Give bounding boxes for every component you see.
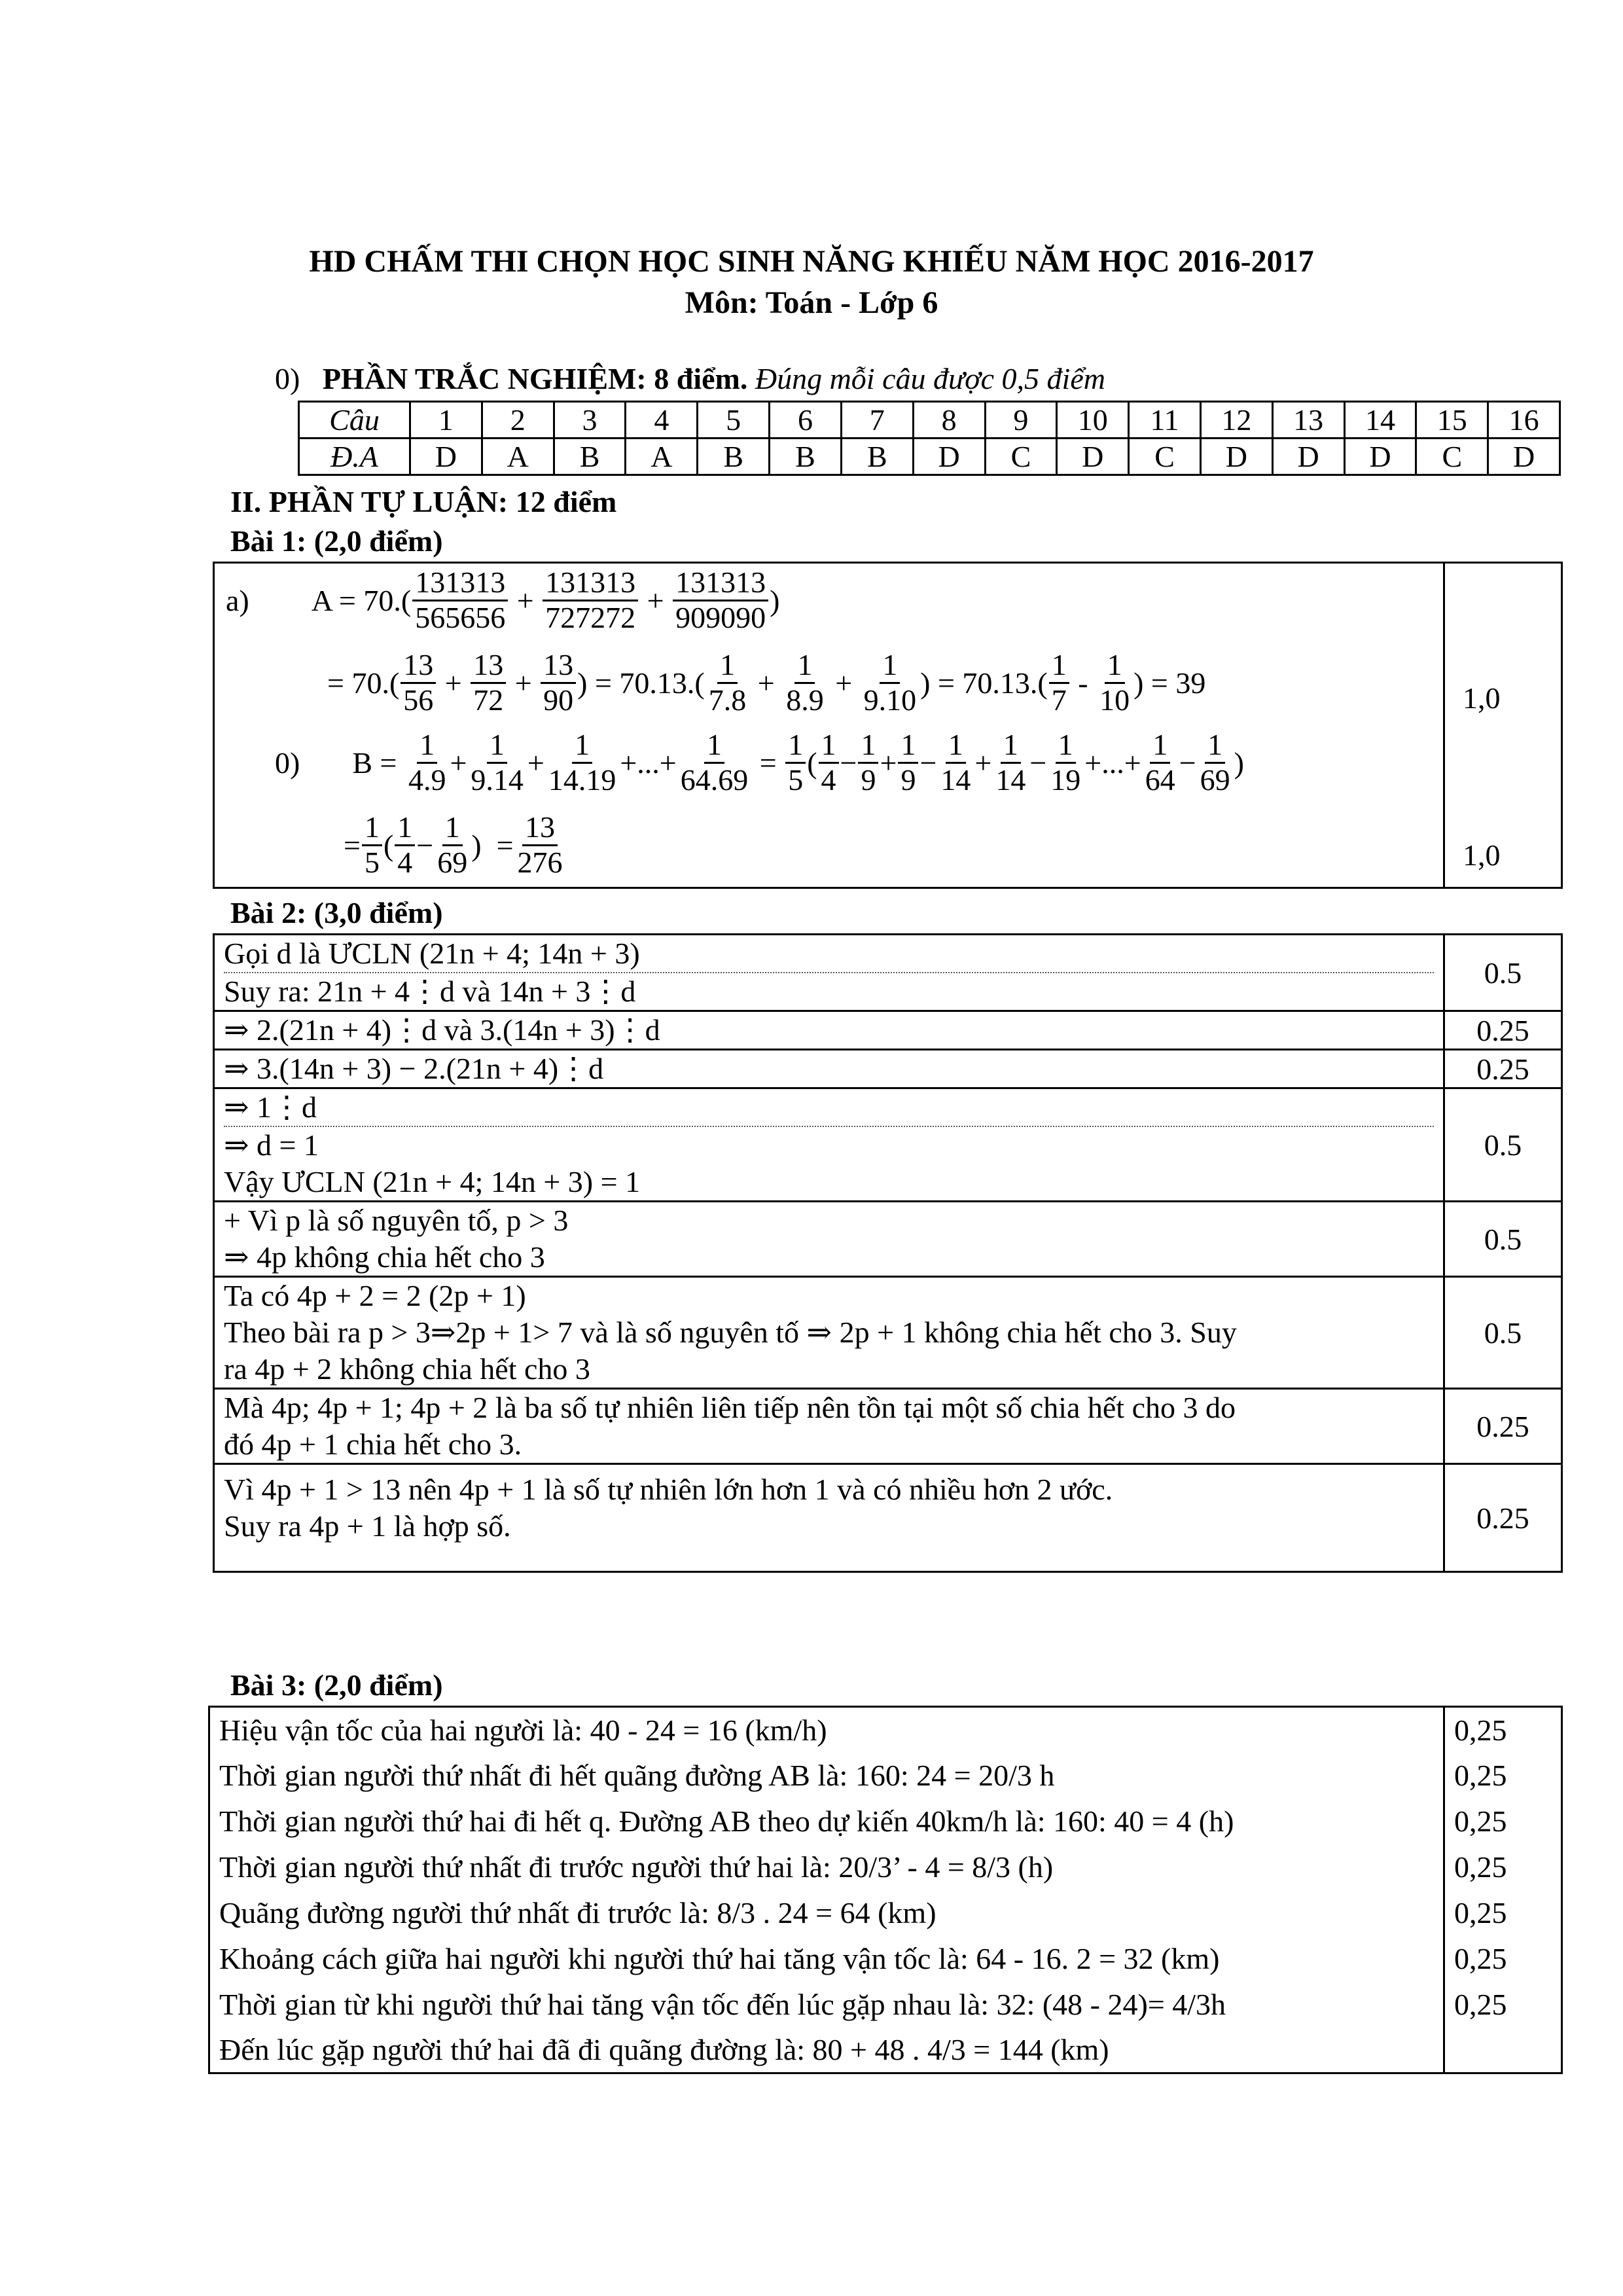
fraction [673,566,768,634]
question-number-cell: 8 [913,402,985,439]
numerator: 1 [395,811,415,846]
denominator: 909090 [675,600,766,634]
bai2-text: Gọi d là ƯCLN (21n + 4; 14n + 3) [224,935,1434,973]
table-row [214,1464,1562,1572]
fraction [858,728,878,797]
numerator: 1 [704,728,724,764]
answer-cell: A [482,439,554,475]
bai2-points: 0.5 [1444,1277,1562,1389]
bai2-heading: Bài 2: (3,0 điểm) [230,896,443,929]
numerator: 131313 [673,566,768,601]
table-row [214,935,1562,1011]
table-row [209,1890,1562,1936]
fraction [678,728,751,797]
fraction [435,811,470,879]
denominator: 8.9 [786,683,824,717]
table-row [214,1050,1562,1088]
bai3-step-text: Thời gian người thứ hai đi hết q. Đường AB theo dự kiến 40km/h là: 160: 40 = 4 (h) [209,1799,1444,1844]
denominator: 14 [940,762,971,797]
bai1-line-a2: = 70.( $\frac{13}{56}$ + $\frac{13}{72}$ + $\frac{13}{90}$ ) = 70.13.( $\frac{1}{7.8}$ + $\frac{1}{8.9}$ + $\frac{1}{9.10}$ ) = 70.13.( $\frac{1}{7}$ - $\frac{1}{10}$ ) = 39 [327,647,1206,717]
numerator: 131313 [543,566,638,601]
answer-key-table [298,401,1561,476]
part1-heading [275,361,1105,396]
table-row [214,1277,1562,1389]
document-title: HD CHẤM THI CHỌN HỌC SINH NĂNG KHIẾU NĂM HỌC 2016-2017 [309,244,1314,279]
bai2-points: 0.5 [1444,935,1562,1011]
bai2-text: ⇒ 2.(21n + 4)⋮d và 3.(14n + 3)⋮d [224,1013,660,1047]
bai3-points: 0,25 [1444,1982,1562,2028]
answer-cell: C [985,439,1057,475]
bai2-points: 0.25 [1444,1050,1562,1088]
bai2-text: ⇒ 3.(14n + 3) − 2.(21n + 4)⋮d [224,1052,604,1085]
answer-cell: C [1416,439,1488,475]
denominator: 69 [1200,762,1230,797]
fraction [1143,728,1178,797]
bai1-line-b2: = $\frac{1}{5}$ ( $\frac{1}{4}$ − $\frac{1}{69}$ ) = $\frac{13}{276}$ [344,809,567,881]
table-row [209,1753,1562,1799]
numerator: 1 [362,811,382,846]
bai2-text: + Vì p là số nguyên tố, p > 3 [224,1204,569,1237]
bai2-cell [214,1277,1444,1389]
expr-B-start: B = [352,745,397,780]
bai2-text: ⇒ 1⋮d [224,1089,1434,1127]
fraction [1198,728,1233,797]
expr-mid2: ) = 70.13.( [920,666,1048,700]
bai1-line-a: a) A = 70.( $\frac{131313}{565656}$ + $\frac{131313}{727272}$ + $\frac{131313}{909090}$ ) [226,565,780,634]
fraction [412,566,508,634]
bai3-step-text: Đến lúc gặp người thứ hai đã đi quãng đường là: 80 + 48 . 4/3 = 144 (km) [209,2028,1444,2073]
question-row-label: Câu [299,402,410,439]
numerator: 1 [946,728,966,764]
fraction [401,649,436,717]
bai1-line-b: 0) B = $\frac{1}{4.9}$ + $\frac{1}{9.14}$ + $\frac{1}{14.19}$ +...+ $\frac{1}{64.69}$ = $\frac{1}{5}$ ( $\frac{1}{4}$ − $\frac{1}{9}$ + $\frac{1}{9}$ − $\frac{1}{14}$ + $\frac{1}{14}$ − $\frac{1}{19}$ +...+ $\frac{1}{64}$ − $\frac{1}{69}$ ) [275,727,1244,797]
answer-cell: D [1057,439,1129,475]
denominator: 14 [995,762,1026,797]
table-row [209,2028,1562,2073]
question-number-cell: 4 [626,402,698,439]
fraction [395,811,415,879]
document-subtitle: Môn: Toán - Lớp 6 [685,285,938,320]
bai1-heading: Bài 1: (2,0 điểm) [230,524,443,558]
bai2-text: ⇒ d = 1 [224,1128,319,1162]
numerator: 1 [417,728,437,764]
denominator: 276 [517,845,563,879]
bai2-text: ⇒ 4p không chia hết cho 3 [224,1240,545,1274]
bai2-points: 0.25 [1444,1464,1562,1572]
fraction [1097,649,1132,717]
denominator: 19 [1050,762,1081,797]
numerator: 1 [880,649,900,684]
numerator: 13 [522,811,558,846]
denominator: 565656 [415,600,506,634]
answer-cell: A [626,439,698,475]
denominator: 9 [861,762,876,797]
denominator: 4 [397,845,413,879]
bai3-table [208,1706,1563,2074]
numerator: 1 [1150,728,1170,764]
bai2-cell [214,1011,1444,1050]
answer-cell: D [1272,439,1344,475]
table-row [209,1844,1562,1890]
answer-cell: D [913,439,985,475]
table-row [209,1936,1562,1982]
bai2-text: Ta có 4p + 2 = 2 (2p + 1) [224,1279,526,1312]
expr-line2-start: = 70.( [327,666,400,700]
numerator: 1 [819,728,839,764]
numerator: 1 [487,728,507,764]
bai2-text: Mà 4p; 4p + 1; 4p + 2 là ba số tự nhiên liên tiếp nên tồn tại một số chia hết cho 3 do [224,1391,1236,1424]
question-number-cell: 12 [1200,402,1272,439]
bai3-step-text: Thời gian từ khi người thứ hai tăng vận tốc đến lúc gặp nhau là: 32: (48 - 24)= 4/3h [209,1982,1444,2028]
fraction [861,649,919,717]
fraction [1048,728,1083,797]
question-number-cell: 16 [1488,402,1560,439]
expr-mid1: ) = 70.13.( [577,666,705,700]
question-number-cell: 15 [1416,402,1488,439]
answer-cell: D [410,439,482,475]
fraction [706,649,749,717]
question-number-cell: 10 [1057,402,1129,439]
bai2-cell [214,1464,1444,1572]
denominator: 7.8 [708,683,747,717]
denominator: 64 [1145,762,1175,797]
table-row [214,1389,1562,1464]
part-b-label: 0) [275,745,300,780]
question-number-cell: 13 [1272,402,1344,439]
part-a-label: a) [226,583,249,617]
bai1-points-b: 1,0 [1463,838,1501,872]
question-number-cell: 1 [410,402,482,439]
bai2-cell [214,1202,1444,1277]
answer-cell: B [554,439,626,475]
answer-cell: B [841,439,913,475]
denominator: 14.19 [548,762,616,797]
denominator: 7 [1051,683,1067,717]
table-row [209,1799,1562,1844]
answer-cell: D [1200,439,1272,475]
bai2-points: 0.25 [1444,1011,1562,1050]
answer-row-label: Đ.A [299,439,410,475]
numerator: 13 [401,649,436,684]
numerator: 1 [1205,728,1225,764]
bai3-step-text: Thời gian người thứ nhất đi trước người thứ hai là: 20/3’ - 4 = 8/3 (h) [209,1844,1444,1890]
fraction [406,728,449,797]
answer-cell: B [698,439,770,475]
expr-end1: ) = 39 [1133,666,1206,700]
bai2-text: Suy ra 4p + 1 là hợp số. [224,1509,511,1543]
numerator: 1 [898,728,918,764]
numerator: 131313 [412,566,508,601]
fraction [993,728,1028,797]
denominator: 4 [821,762,836,797]
bai2-cell [214,1088,1444,1202]
question-number-cell: 9 [985,402,1057,439]
fraction [819,728,839,797]
question-number-cell: 7 [841,402,913,439]
bai3-points: 0,25 [1444,1844,1562,1890]
numerator: 1 [858,728,878,764]
denominator: 90 [543,683,574,717]
bai2-text: Theo bài ra p > 3⇒2p + 1> 7 và là số nguyên tố ⇒ 2p + 1 không chia hết cho 3. Suy [224,1316,1237,1349]
fraction [541,649,576,717]
denominator: 9.10 [863,683,917,717]
question-number-cell: 3 [554,402,626,439]
bai2-table [213,933,1563,1573]
denominator: 5 [788,762,804,797]
numerator: 1 [717,649,738,684]
bai2-text: Vì 4p + 1 > 13 nên 4p + 1 là số tự nhiên lớn hơn 1 và có nhiều hơn 2 ước. [224,1473,1113,1506]
answer-cell: D [1488,439,1560,475]
fraction [471,649,506,717]
answer-row [299,439,1560,475]
numerator: 1 [1105,649,1125,684]
fraction [515,811,565,879]
expr-A-start: A = 70.( [311,583,412,617]
bai2-text: ra 4p + 2 không chia hết cho 3 [224,1352,590,1386]
answer-cell: B [770,439,842,475]
numerator: 1 [1001,728,1021,764]
bai3-step-text: Hiệu vận tốc của hai người là: 40 - 24 = 16 (km/h) [209,1707,1444,1753]
bai2-cell [214,1050,1444,1088]
table-row [209,1707,1562,1753]
bai2-cell [214,935,1444,1011]
question-row [299,402,1560,439]
bai3-points: 0,25 [1444,1753,1562,1799]
fraction [783,649,827,717]
question-number-cell: 5 [698,402,770,439]
bai2-cell [214,1389,1444,1464]
bai2-text: đó 4p + 1 chia hết cho 3. [224,1427,522,1461]
fraction [785,728,806,797]
denominator: 69 [437,845,468,879]
bai3-points [1444,2028,1562,2073]
numerator: 1 [1056,728,1076,764]
bai2-points: 0.5 [1444,1088,1562,1202]
denominator: 727272 [545,600,636,634]
denominator: 64.69 [680,762,749,797]
numerator: 13 [541,649,576,684]
bai1-points-a: 1,0 [1463,681,1501,715]
table-row [209,1982,1562,2028]
denominator: 56 [403,683,434,717]
part2-heading: II. PHẦN TỰ LUẬN: 12 điểm [230,485,617,518]
numerator: 13 [471,649,506,684]
bai3-points: 0,25 [1444,1799,1562,1844]
denominator: 5 [364,845,380,879]
denominator: 9.14 [471,762,524,797]
table-row [214,1202,1562,1277]
numerator: 1 [572,728,592,764]
bai3-step-text: Quãng đường người thứ nhất đi trước là: 8/3 . 24 = 64 (km) [209,1890,1444,1936]
bai2-points: 0.25 [1444,1389,1562,1464]
bai3-points: 0,25 [1444,1707,1562,1753]
bai2-text: Suy ra: 21n + 4⋮d và 14n + 3⋮d [224,975,636,1008]
bai2-points: 0.5 [1444,1202,1562,1277]
denominator: 72 [473,683,504,717]
denominator: 4.9 [408,762,446,797]
part1-label: PHẦN TRẮC NGHIỆM: 8 điểm. [322,362,748,395]
bai3-heading: Bài 3: (2,0 điểm) [230,1668,443,1702]
bai3-step-text: Khoảng cách giữa hai người khi người thứ hai tăng vận tốc là: 64 - 16. 2 = 32 (km) [209,1936,1444,1982]
question-number-cell: 6 [770,402,842,439]
fraction [543,566,638,634]
part1-number: 0) [275,362,300,395]
ellipsis: +...+ [1084,745,1141,780]
fraction [362,811,382,879]
ellipsis: +...+ [620,745,677,780]
fraction [1049,649,1069,717]
table-row [214,1088,1562,1202]
answer-cell: C [1129,439,1201,475]
denominator: 10 [1099,683,1130,717]
fraction [546,728,619,797]
part1-note: Đúng mỗi câu được 0,5 điểm [755,362,1105,395]
answer-cell: D [1344,439,1416,475]
question-number-cell: 14 [1344,402,1416,439]
fraction [898,728,918,797]
bai3-points: 0,25 [1444,1936,1562,1982]
table-row [214,1011,1562,1050]
denominator: 9 [901,762,916,797]
numerator: 1 [1049,649,1069,684]
fraction [938,728,973,797]
bai3-step-text: Thời gian người thứ nhất đi hết quãng đường AB là: 160: 24 = 20/3 h [209,1753,1444,1799]
numerator: 1 [442,811,463,846]
numerator: 1 [785,728,806,764]
bai3-points: 0,25 [1444,1890,1562,1936]
bai2-text: Vậy ƯCLN (21n + 4; 14n + 3) = 1 [224,1165,641,1198]
question-number-cell: 11 [1129,402,1201,439]
numerator: 1 [794,649,815,684]
question-number-cell: 2 [482,402,554,439]
fraction [468,728,526,797]
